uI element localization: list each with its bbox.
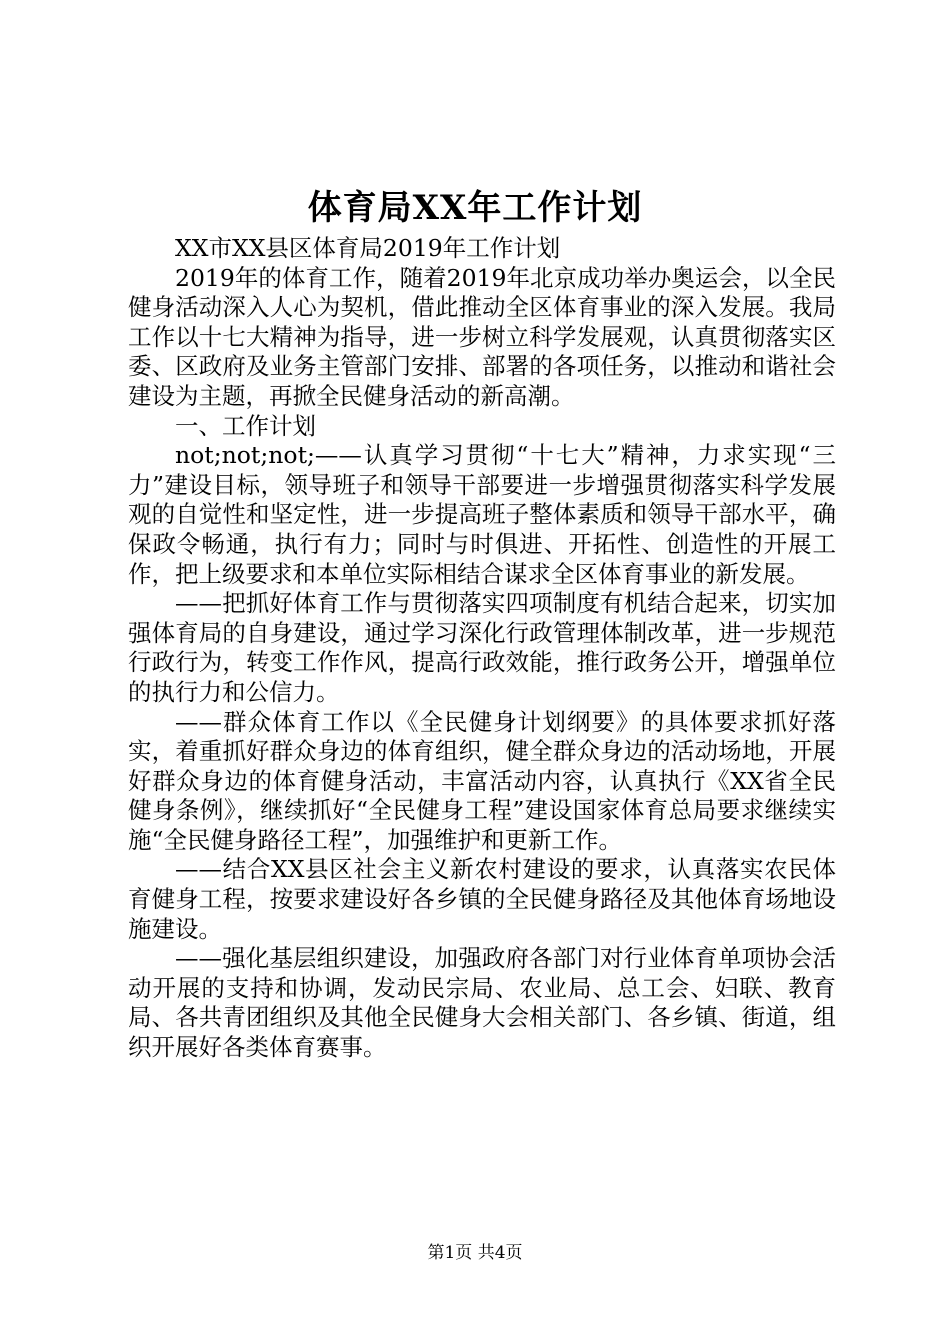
paragraph-item-5: ——强化基层组织建设，加强政府各部门对行业体育单项协会活动开展的支持和协调，发动民宗局、农业局、总工会、妇联、教育局、各共青团组织及其他全民健身大会相关部门、各乡镇、街道，组织开展好各类体育赛事。 (128, 944, 836, 1062)
paragraph-item-1: not;not;not;——认真学习贯彻“十七大”精神，力求实现“三力”建设目标，领导班子和领导干部要进一步增强贯彻落实科学发展观的自觉性和坚定性，进一步提高班子整体素质和领导干部水平，确保政令畅通，执行有力；同时与时俱进、开拓性、创造性的开展工作，把上级要求和本单位实际相结合谋求全区体育事业的新发展。 (128, 441, 836, 588)
paragraph-item-3: ——群众体育工作以《全民健身计划纲要》的具体要求抓好落实，着重抓好群众身边的体育组织，健全群众身边的活动场地，开展好群众身边的体育健身活动，丰富活动内容，认真执行《XX省全民健身条例》，继续抓好“全民健身工程”建设国家体育总局要求继续实施“全民健身路径工程”，加强维护和更新工作。 (128, 707, 836, 854)
paragraph-item-4: ——结合XX县区社会主义新农村建设的要求，认真落实农民体育健身工程，按要求建设好各乡镇的全民健身路径及其他体育场地设施建设。 (128, 855, 836, 943)
paragraph-subtitle: XX市XX县区体育局2019年工作计划 (175, 234, 561, 262)
section-heading-work-plan: 一、工作计划 (175, 411, 316, 440)
page-footer-indicator: 第1页 共4页 (427, 1243, 523, 1263)
paragraph-intro: 2019年的体育工作，随着2019年北京成功举办奥运会，以全民健身活动深入人心为契机，借此推动全区体育事业的深入发展。我局工作以十七大精神为指导，进一步树立科学发展观，认真贯彻落实区委、区政府及业务主管部门安排、部署的各项任务，以推动和谐社会建设为主题，再掀全民健身活动的新高潮。 (128, 263, 836, 410)
paragraph-item-2: ——把抓好体育工作与贯彻落实四项制度有机结合起来，切实加强体育局的自身建设，通过学习深化行政管理体制改革，进一步规范行政行为，转变工作作风，提高行政效能，推行政务公开，增强单位的执行力和公信力。 (128, 589, 836, 706)
document-title: 体育局XX年工作计划 (307, 188, 643, 228)
document-body (128, 234, 836, 1063)
